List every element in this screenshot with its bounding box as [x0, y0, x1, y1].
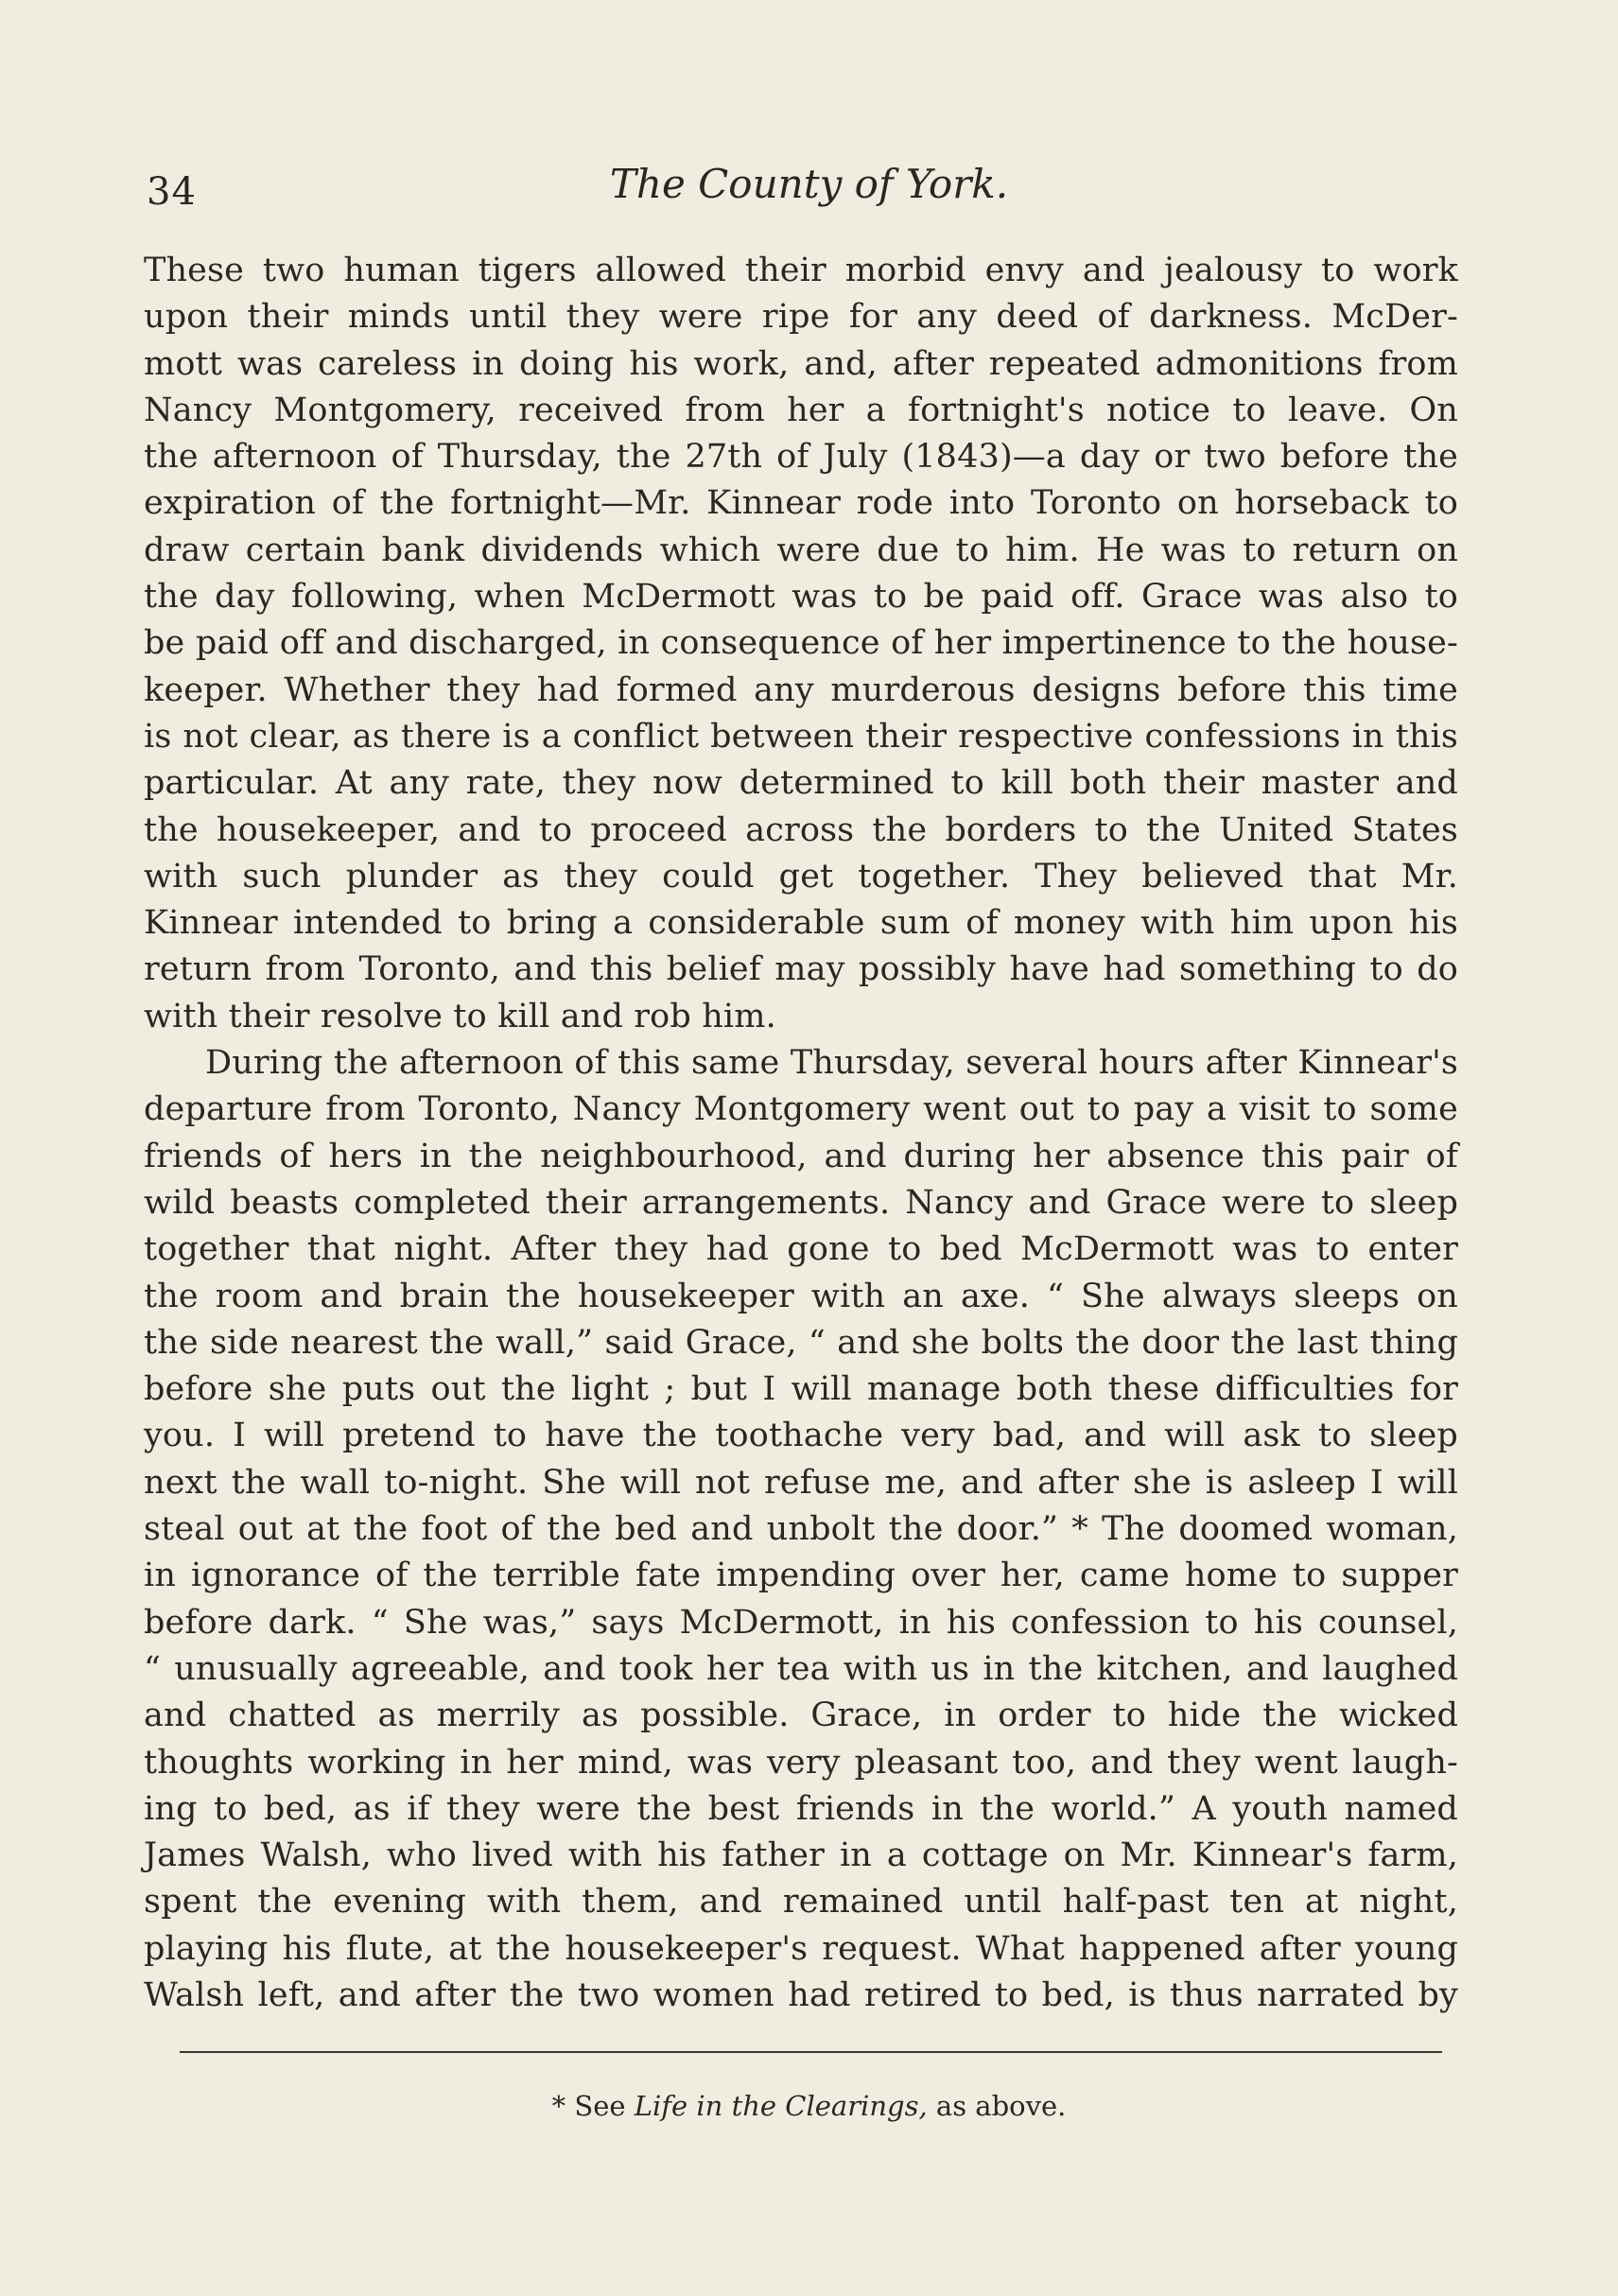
- text-line: the afternoon of Thursday, the 27th of July (1843)—a day or two before the: [144, 438, 1458, 477]
- running-head: The County of York.: [609, 161, 1009, 207]
- text-line: departure from Toronto, Nancy Montgomery went out to pay a visit to some: [144, 1090, 1458, 1129]
- text-line: Kinnear intended to bring a considerable sum of money with him upon his: [144, 904, 1458, 943]
- text-line: is not clear, as there is a conflict between their respective confessions in this: [144, 717, 1458, 756]
- page-number: 34: [147, 170, 197, 214]
- text-line: in ignorance of the terrible fate impending over her, came home to supper: [144, 1557, 1458, 1595]
- text-line: playing his flute, at the housekeeper's request. What happened after young: [144, 1929, 1458, 1968]
- text-line: together that night. After they had gone to bed McDermott was to enter: [144, 1230, 1458, 1269]
- text-line: spent the evening with them, and remained until half-past ten at night,: [144, 1883, 1458, 1922]
- footnote-title: Life in the Clearings,: [634, 2090, 928, 2122]
- text-line: and chatted as merrily as possible. Grace, in order to hide the wicked: [144, 1696, 1458, 1735]
- footnote-marker: * See: [551, 2090, 626, 2122]
- text-line: expiration of the fortnight—Mr. Kinnear rode into Toronto on horseback to: [144, 484, 1458, 523]
- text-line: you. I will pretend to have the toothache very bad, and will ask to sleep: [144, 1417, 1458, 1455]
- text-line: the day following, when McDermott was to be paid off. Grace was also to: [144, 578, 1458, 617]
- text-line: the housekeeper, and to proceed across the borders to the United States: [144, 810, 1458, 849]
- text-line: be paid off and discharged, in consequence of her impertinence to the house-: [144, 624, 1458, 663]
- text-line: During the afternoon of this same Thursday, several hours after Kinnear's: [205, 1044, 1458, 1083]
- text-line: Nancy Montgomery, received from her a fortnight's notice to leave. On: [144, 391, 1458, 429]
- text-line: the room and brain the housekeeper with an axe. “ She always sleeps on: [144, 1277, 1458, 1315]
- text-line: friends of hers in the neighbourhood, and during her absence this pair of: [144, 1137, 1458, 1175]
- text-line: the side nearest the wall,” said Grace, “ and she bolts the door the last thing: [144, 1323, 1458, 1362]
- text-line: James Walsh, who lived with his father in a cottage on Mr. Kinnear's farm,: [144, 1836, 1458, 1875]
- text-line: mott was careless in doing his work, and, after repeated admonitions from: [144, 344, 1458, 383]
- footnote-rest: as above.: [935, 2090, 1067, 2122]
- text-line: Walsh left, and after the two women had retired to bed, is thus narrated by: [144, 1975, 1458, 2014]
- body-text: [144, 248, 1458, 2019]
- text-line: return from Toronto, and this belief may possibly have had something to do: [144, 950, 1458, 989]
- text-line: These two human tigers allowed their morbid envy and jealousy to work: [144, 252, 1458, 289]
- text-line: thoughts working in her mind, was very pleasant too, and they went laugh-: [144, 1743, 1458, 1782]
- text-line: with such plunder as they could get together. They believed that Mr.: [144, 857, 1458, 896]
- text-line: before dark. “ She was,” says McDermott, in his confession to his counsel,: [144, 1603, 1458, 1642]
- text-line: with their resolve to kill and rob him.: [144, 997, 776, 1035]
- text-line: particular. At any rate, they now determined to kill both their master and: [144, 764, 1458, 803]
- text-line: next the wall to-night. She will not refuse me, and after she is asleep I will: [144, 1463, 1458, 1502]
- text-line: steal out at the foot of the bed and unbolt the door.” * The doomed woman,: [144, 1510, 1458, 1549]
- text-line: draw certain bank dividends which were due to him. He was to return on: [144, 531, 1458, 569]
- footnote-divider: [180, 2051, 1442, 2053]
- footnote: [0, 2090, 1618, 2122]
- text-line: wild beasts completed their arrangements. Nancy and Grace were to sleep: [144, 1183, 1458, 1222]
- text-line: before she puts out the light ; but I will manage both these difficulties for: [144, 1370, 1458, 1409]
- text-line: ing to bed, as if they were the best friends in the world.” A youth named: [144, 1789, 1458, 1828]
- text-line: keeper. Whether they had formed any murderous designs before this time: [144, 670, 1458, 709]
- text-line: upon their minds until they were ripe for any deed of darkness. McDer-: [144, 298, 1458, 337]
- text-line: “ unusually agreeable, and took her tea with us in the kitchen, and laughed: [144, 1649, 1458, 1688]
